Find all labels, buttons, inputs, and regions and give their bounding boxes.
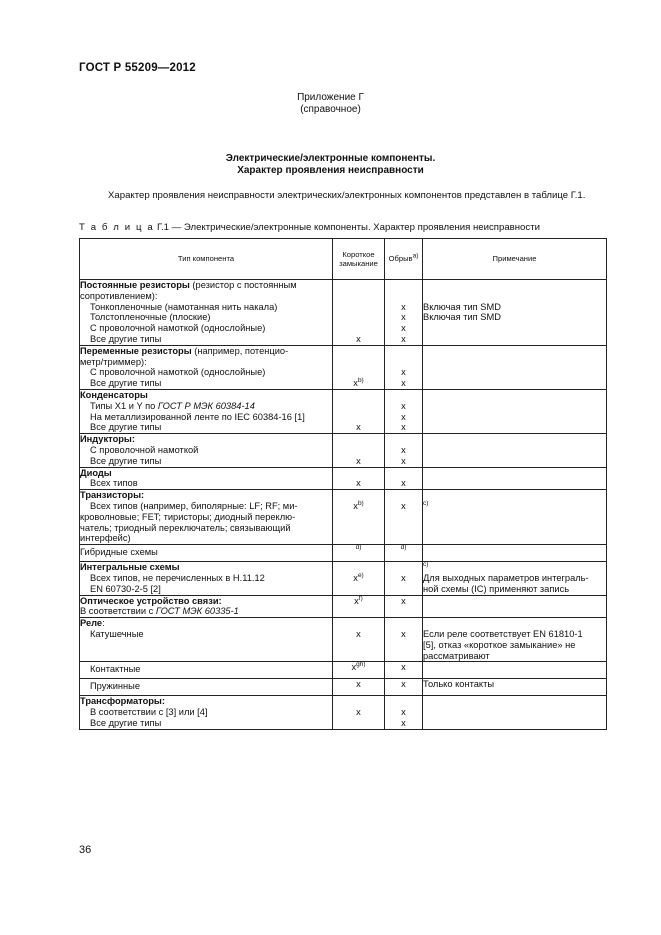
- cell-type: [80, 679, 333, 696]
- cell-type: [80, 490, 333, 545]
- list-item: чатель; триодный переключатель; связывающий: [80, 522, 291, 533]
- group-title-colon: :: [102, 618, 105, 629]
- header-short: [333, 239, 385, 280]
- table-row: [80, 280, 607, 346]
- cell-note: [423, 679, 607, 696]
- cell-short: [333, 595, 385, 618]
- open-mark: x: [401, 444, 406, 455]
- cell-note: [423, 545, 607, 562]
- cell-note: [423, 467, 607, 490]
- group-title-rest: (резистор с постоянным: [189, 280, 297, 290]
- cell-open: [385, 490, 423, 545]
- table-row: [80, 545, 607, 562]
- table-row: [80, 679, 607, 696]
- open-mark: x: [401, 628, 406, 639]
- cell-short: [333, 562, 385, 595]
- note-sup: c): [423, 499, 429, 507]
- open-mark: x: [401, 333, 406, 344]
- page-number: 36: [79, 844, 92, 856]
- cell-short: [333, 345, 385, 389]
- table-row: [80, 467, 607, 490]
- group-title: Транзисторы:: [80, 490, 145, 501]
- short-sup: b): [357, 377, 364, 385]
- cell-open: [385, 467, 423, 490]
- short-mark: x: [356, 422, 361, 433]
- cell-note: [423, 345, 607, 389]
- cell-open: [385, 595, 423, 618]
- note-text: Только контакты: [423, 679, 495, 690]
- cell-short: [333, 662, 385, 679]
- group-title-line2: сопротивлением):: [80, 290, 158, 301]
- list-item: С проволочной намоткой (однослойные): [90, 367, 266, 378]
- list-item: С проволочной намоткой: [90, 444, 199, 455]
- cell-open: [385, 562, 423, 595]
- group-title: Индукторы:: [80, 434, 135, 445]
- open-mark: x: [401, 572, 406, 583]
- components-table: [79, 238, 607, 730]
- table-row: [80, 345, 607, 389]
- table-row: [80, 562, 607, 595]
- short-mark: x: [356, 628, 361, 639]
- cell-short: [333, 490, 385, 545]
- table-row: [80, 696, 607, 729]
- intro-paragraph: Характер проявления неисправности электрических/электронных компонентов представлен в таблице Г.1.: [108, 190, 586, 201]
- table-caption-text: Г.1 — Электрические/электронные компоненты. Характер проявления неисправности: [154, 222, 540, 233]
- short-mark: x: [351, 662, 357, 673]
- cell-type: [80, 434, 333, 467]
- cell-open: [385, 280, 423, 346]
- cell-short: [333, 434, 385, 467]
- open-mark: x: [401, 500, 406, 511]
- list-item: Тонкопленочные (намотанная нить накала): [90, 301, 278, 312]
- short-mark: x: [356, 455, 361, 466]
- cell-type: [80, 345, 333, 389]
- open-mark: x: [401, 422, 406, 433]
- list-item: интерфейс): [80, 533, 131, 544]
- appendix-subtitle: (справочное): [300, 104, 361, 115]
- row-label: Пружинные: [90, 681, 141, 692]
- section-title-line2: Характер проявления неисправности: [237, 165, 424, 176]
- list-item: Все другие типы: [90, 455, 162, 466]
- cell-note: [423, 662, 607, 679]
- group-title: Переменные резисторы: [80, 345, 192, 356]
- cell-type: [80, 280, 333, 346]
- list-item: Все другие типы: [90, 333, 162, 344]
- list-item: В соответствии с: [80, 606, 156, 617]
- row-label: Гибридные схемы: [80, 547, 158, 558]
- open-mark: x: [401, 301, 406, 312]
- open-sup: d): [400, 544, 407, 552]
- row-label: Контактные: [90, 664, 141, 675]
- short-sup: e): [357, 571, 364, 579]
- cell-short: [333, 696, 385, 729]
- cell-open: [385, 545, 423, 562]
- cell-open: [385, 345, 423, 389]
- cell-note: [423, 618, 607, 662]
- note-text: ной схемы (IC) применяют запись: [423, 583, 570, 594]
- short-sup: d): [355, 544, 362, 552]
- cell-note: [423, 595, 607, 618]
- short-mark: x: [353, 378, 358, 389]
- list-item: С проволочной намоткой (однослойные): [90, 323, 266, 334]
- open-mark: x: [401, 707, 406, 718]
- short-mark: x: [353, 500, 358, 511]
- cell-open: [385, 618, 423, 662]
- cell-type: [80, 467, 333, 490]
- open-mark: x: [401, 662, 406, 673]
- header-short-line1: Короткое: [342, 249, 375, 259]
- note-text: Для выходных параметров интеграль-: [423, 572, 589, 583]
- open-mark: x: [401, 595, 406, 606]
- header-open-label: Обрыв: [388, 254, 413, 264]
- short-sup: b): [357, 499, 364, 507]
- cell-short: [333, 467, 385, 490]
- list-item: Все другие типы: [90, 378, 162, 389]
- group-title: Оптическое устройство связи:: [80, 595, 222, 606]
- cell-note: [423, 696, 607, 729]
- note-text: [5], отказ «короткое замыкание» не: [423, 639, 576, 650]
- appendix-title: Приложение Г: [297, 92, 364, 103]
- document-header: ГОСТ Р 55209—2012: [79, 62, 196, 74]
- list-item: Всех типов, не перечисленных в Н.11.12: [90, 572, 265, 583]
- cell-type: [80, 662, 333, 679]
- list-item: Всех типов (например, биполярные: LF; RF; ми-: [90, 500, 298, 511]
- cell-open: [385, 434, 423, 467]
- header-type: Тип компонента: [80, 239, 333, 280]
- open-mark: x: [401, 378, 406, 389]
- cell-open: [385, 662, 423, 679]
- list-item: Типы X1 и Y по: [90, 400, 158, 411]
- cell-type: [80, 696, 333, 729]
- standard-reference: ГОСТ МЭК 60335-1: [155, 606, 239, 617]
- section-title-line1: Электрические/электронные компоненты.: [225, 153, 436, 164]
- cell-short: [333, 618, 385, 662]
- header-open-sup: a): [412, 252, 419, 260]
- cell-short: [333, 679, 385, 696]
- open-mark: x: [401, 679, 406, 690]
- note-text: рассматривают: [423, 650, 490, 661]
- cell-note: [423, 490, 607, 545]
- list-item: Толстопленочные (плоские): [90, 312, 211, 323]
- short-mark: x: [356, 707, 361, 718]
- group-title: Реле: [80, 618, 103, 629]
- cell-short: [333, 280, 385, 346]
- cell-type: [80, 389, 333, 433]
- group-title-line2: метр/триммер):: [80, 356, 147, 367]
- short-mark: x: [353, 572, 358, 583]
- cell-note: [423, 434, 607, 467]
- list-item: Все другие типы: [90, 717, 162, 728]
- list-item: На металлизированной ленте по IEC 60384-16 [1]: [90, 411, 305, 422]
- table-row: [80, 595, 607, 618]
- list-item: В соответствии с [3] или [4]: [90, 707, 208, 718]
- list-item: кроволновые; FET; тиристоры; диодный переклю-: [80, 511, 296, 522]
- cell-type: [80, 545, 333, 562]
- table-row: [80, 662, 607, 679]
- open-mark: x: [401, 312, 406, 323]
- table-caption: [79, 222, 540, 233]
- cell-open: [385, 696, 423, 729]
- header-note: Примечание: [423, 239, 607, 280]
- header-open: [385, 239, 423, 280]
- open-mark: x: [401, 323, 406, 334]
- table-row: [80, 490, 607, 545]
- short-sup: f): [358, 594, 363, 602]
- cell-open: [385, 679, 423, 696]
- short-sup: gh): [356, 661, 366, 669]
- group-title: Конденсаторы: [80, 389, 148, 400]
- open-mark: x: [401, 400, 406, 411]
- list-item: EN 60730-2-5 [2]: [90, 583, 161, 594]
- cell-note: [423, 280, 607, 346]
- short-mark: x: [356, 333, 361, 344]
- table-row: [80, 389, 607, 433]
- table-row: [80, 618, 607, 662]
- group-title: Интегральные схемы: [80, 562, 180, 573]
- open-mark: x: [401, 717, 406, 728]
- open-mark: x: [401, 478, 406, 489]
- short-mark: x: [356, 679, 361, 690]
- list-item: Катушечные: [90, 628, 144, 639]
- note-sup: c): [423, 561, 429, 569]
- cell-open: [385, 389, 423, 433]
- cell-short: [333, 545, 385, 562]
- list-item: Все другие типы: [90, 422, 162, 433]
- short-mark: x: [354, 595, 359, 606]
- header-short-line2: замыкание: [339, 259, 378, 268]
- open-mark: x: [401, 411, 406, 422]
- cell-type: [80, 562, 333, 595]
- cell-type: [80, 618, 333, 662]
- note-text: Если реле соответствует EN 61810-1: [423, 628, 583, 639]
- standard-reference: ГОСТ Р МЭК 60384-14: [157, 400, 255, 411]
- group-title: Диоды: [80, 467, 112, 478]
- note-text: Включая тип SMD: [423, 301, 501, 312]
- short-mark: x: [356, 478, 361, 489]
- group-title: Постоянные резисторы: [80, 280, 190, 290]
- open-mark: x: [401, 367, 406, 378]
- list-item: Всех типов: [90, 478, 138, 489]
- group-title: Трансформаторы:: [80, 696, 165, 707]
- cell-note: [423, 562, 607, 595]
- table-caption-prefix: Т а б л и ц а: [79, 222, 155, 233]
- table-row: [80, 434, 607, 467]
- note-text: Включая тип SMD: [423, 312, 501, 323]
- group-title-rest: (например, потенцио-: [191, 345, 289, 356]
- open-mark: x: [401, 455, 406, 466]
- table-header-row: [80, 239, 607, 280]
- cell-note: [423, 389, 607, 433]
- cell-short: [333, 389, 385, 433]
- cell-type: [80, 595, 333, 618]
